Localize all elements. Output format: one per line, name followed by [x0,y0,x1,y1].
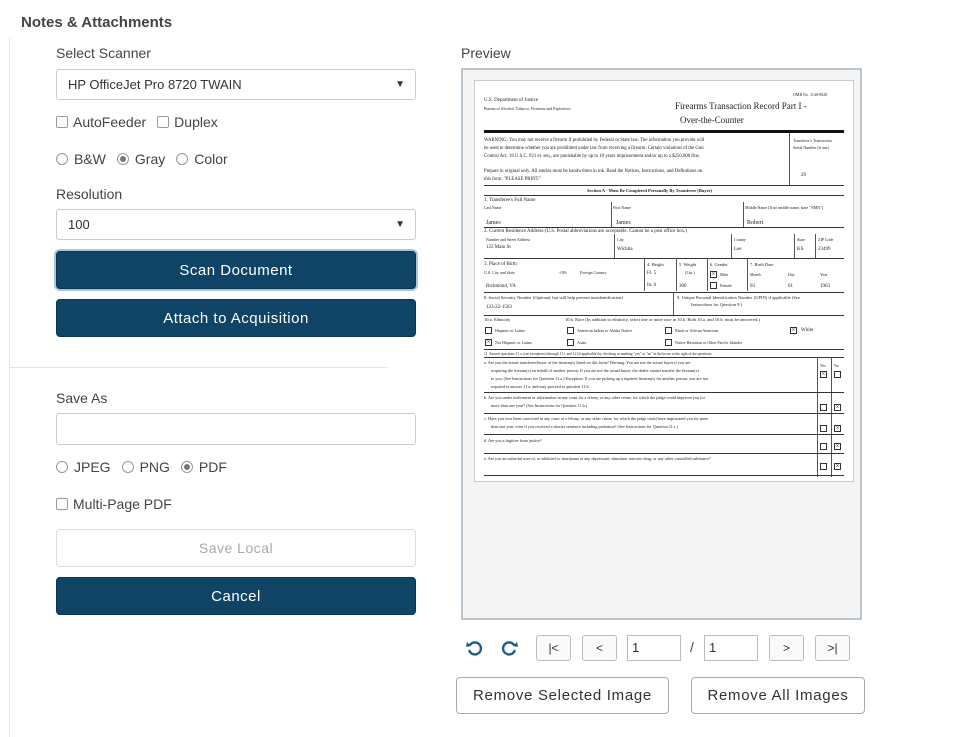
remove-selected-image-button[interactable]: Remove Selected Image [456,677,669,714]
color-option[interactable] [176,151,227,167]
doc-text: a. Are you the actual transferee/buyer of the firearm(s) listed on this form? Warning: You are not the actual buyer if you are [484,360,691,365]
attach-to-acquisition-button[interactable]: Attach to Acquisition [56,299,416,337]
doc-field: Ft. 5 [647,271,657,276]
doc-rule [644,258,645,291]
doc-text: Yes [820,363,826,368]
save-local-button[interactable]: Save Local [56,529,416,567]
gray-label: Gray [134,151,166,167]
scan-document-button[interactable]: Scan Document [56,251,416,289]
multipage-checkbox[interactable] [56,498,68,510]
doc-rule [789,133,790,185]
autofeeder-label: AutoFeeder [73,114,147,130]
pdf-radio[interactable] [181,461,193,473]
doc-rule [817,357,818,477]
color-mode-group [56,151,239,167]
doc-checkbox [567,339,574,346]
doc-rule [611,202,612,227]
doc-text: 6. Gender [710,262,728,267]
doc-text: be used to determine whether you are prohibited under law from receiving a firearm. Certain violations of the Gun [484,146,704,151]
doc-checkbox-checked: × [791,326,796,334]
duplex-option[interactable] [157,114,218,130]
doc-rule [484,349,844,350]
doc-text: Serial Number (if any) [793,145,830,150]
chevron-down-icon: ▼ [395,219,405,230]
preview-label: Preview [461,45,511,61]
gray-option[interactable] [117,151,165,167]
doc-rule [484,258,844,259]
jpeg-radio[interactable] [56,461,68,473]
scanner-select[interactable] [56,69,416,100]
jpeg-option[interactable] [56,459,111,475]
doc-checkbox [665,327,672,334]
doc-text: acquiring the firearm(s) on behalf of another person. If you are not the actual buyer, the dealer cannot transfer the firearm(s) [491,368,699,373]
doc-field: 1963 [820,284,830,289]
remove-all-images-button[interactable]: Remove All Images [691,677,865,714]
doc-rule [484,475,844,476]
doc-text: Hispanic or Latino [495,328,525,333]
doc-field: Wichita [617,247,633,252]
doc-text: Control Act, 18 U.S.C. 921 et. seq., are punishable by up to 10 years imprisonment and/or up to a $250,000 fine. [484,154,700,159]
doc-rule [484,292,844,293]
doc-field: 23499 [818,247,831,252]
doc-rule [731,234,732,258]
doc-checkbox [820,463,827,470]
doc-text: Asian [577,340,587,345]
resolution-select-value: 100 [68,217,90,232]
doc-field: In. 6 [647,283,657,288]
doc-field: 01 [788,284,793,289]
doc-rule [484,195,844,196]
scanner-select-value: HP OfficeJet Pro 8720 TWAIN [68,77,242,92]
doc-text: e. Are you an unlawful user of, or addicted to, marijuana or any depressant, stimulant, narcotic drug, or any other controlled substance? [484,456,711,461]
doc-text: U.S. Department of Justice [484,98,539,103]
doc-text: White [801,328,814,333]
doc-checkbox [820,425,827,432]
doc-field: 123-22-1563 [486,305,512,310]
bw-radio[interactable] [56,153,68,165]
doc-rule [484,413,844,414]
doc-text: 10.b. Race (In addition to ethnicity, select one or more race in 10.b. Both 10.a. and 10.b. must be answered.) [565,317,760,322]
doc-rule [676,258,677,291]
doc-text: Section A - Must Be Completed Personally By Transferee (Buyer) [587,188,713,193]
doc-text: -OR- [559,270,568,275]
png-option[interactable] [122,459,170,475]
doc-field: James [616,220,631,226]
section-divider [9,367,388,368]
doc-rule [484,227,844,228]
doc-rule [831,357,832,477]
doc-checkbox [820,443,827,450]
doc-text: 5. Weight [679,262,697,267]
multipage-label: Multi-Page PDF [73,496,172,512]
multipage-row [56,496,183,512]
page-separator: / [690,639,694,655]
doc-text: Year [820,272,828,277]
preview-document [474,80,854,482]
doc-text: d. Are you a fugitive from justice? [484,438,542,443]
doc-text: more than one year? (See Instructions for Question 11.b.) [491,403,588,408]
doc-checkbox-checked: × [821,370,826,378]
doc-rule [673,292,674,315]
doc-rule [747,258,748,291]
doc-field: 03 [750,284,755,289]
doc-text: 2. Current Residence Address (U.S. Postal abbreviations are acceptable. Cannot be a post office box.) [484,229,688,234]
doc-text: Bureau of Alcohol, Tobacco, Firearms and Explosives [484,106,571,111]
doc-text: c. Have you ever been convicted in any court of a felony, or any other crime, for which the judge could have imprisoned you for more [484,416,709,421]
doc-checkbox [567,327,574,334]
doc-rule [815,234,816,258]
doc-checkbox [834,371,841,378]
gray-radio[interactable] [117,153,129,165]
doc-text: Instructions for Question 9.) [691,302,742,307]
multipage-option[interactable] [56,496,172,512]
total-pages-input[interactable]: 1 [704,635,758,661]
doc-text: Month [750,272,761,277]
jpeg-label: JPEG [74,459,111,475]
doc-text: this form. "PLEASE PRINT." [484,177,542,182]
doc-checkbox [665,339,672,346]
doc-field: Richmond, VA [486,284,516,289]
doc-text: County [734,237,746,242]
doc-rule [484,315,844,316]
doc-text: Last Name [484,205,502,210]
doc-rule [743,202,744,227]
doc-text: State [797,237,805,242]
doc-text: 3. Place of Birth [484,262,517,267]
duplex-label: Duplex [174,114,218,130]
png-label: PNG [139,459,170,475]
doc-title: Firearms Transaction Record Part I - [675,101,807,111]
save-as-label: Save As [56,390,108,406]
doc-field: 123 Main St [486,245,511,250]
doc-rule [707,258,708,291]
doc-text: Male [720,272,729,277]
png-radio[interactable] [122,461,134,473]
first-page-button[interactable]: |< [536,635,571,661]
doc-field: James [486,220,501,226]
doc-text: Native Hawaiian or Other Pacific Islander [675,340,743,345]
doc-text: Day [788,272,795,277]
save-as-input[interactable] [56,413,416,445]
panel-left-border [9,38,10,737]
doc-rule [484,392,844,393]
doc-checkbox-checked: × [835,442,840,450]
doc-text: (Lbs.) [685,270,695,275]
doc-text: Number and Street Address [486,237,531,242]
doc-checkbox-checked: × [835,424,840,432]
duplex-checkbox[interactable] [157,116,169,128]
last-page-button[interactable]: >| [815,635,850,661]
doc-text: 1. Transferee's Full Name [484,198,536,203]
pdf-option[interactable] [181,459,227,475]
doc-text: Female [720,283,732,288]
panel-title: Notes & Attachments [21,14,173,31]
rotate-left-icon[interactable] [465,638,485,658]
doc-rule [484,453,844,454]
doc-text: 4. Height [647,262,664,267]
doc-checkbox-checked: × [835,403,840,411]
chevron-down-icon: ▼ [395,79,405,90]
resolution-label: Resolution [56,186,123,202]
doc-field: KS [797,247,804,252]
autofeeder-option[interactable] [56,114,146,130]
bw-option[interactable] [56,151,106,167]
doc-text: to you. (See Instructions for Question 11.a.) Exception: If you are picking up a repaired firearm(s) for another person, you are not [491,376,708,381]
pdf-label: PDF [198,459,227,475]
doc-text: Transferor's Transaction [793,138,832,143]
doc-checkbox [485,327,492,334]
prev-page-button[interactable]: < [582,635,617,661]
doc-rule [484,130,844,133]
doc-title: Over-the-Counter [680,115,744,125]
doc-text: 8. Social Security Number (Optional, but will help prevent misidentification) [484,295,623,300]
doc-text: Middle Name (If no middle name, state "NMN") [745,205,824,210]
doc-text: 29 [801,173,806,178]
color-radio[interactable] [176,153,188,165]
format-group [56,459,238,475]
scanner-label: Select Scanner [56,45,151,61]
doc-rule [484,185,844,186]
color-label: Color [194,151,228,167]
doc-field: Robert [747,220,764,226]
doc-text: 9. Unique Personal Identification Number (UPIN) if applicable (See [677,295,800,300]
doc-checkbox [820,404,827,411]
scanner-options [56,114,229,130]
current-page-input[interactable]: 1 [627,635,681,661]
doc-rule [484,357,844,358]
doc-text: Foreign Country [580,270,607,275]
doc-rule [614,234,615,258]
doc-rule [794,234,795,258]
doc-text: Black or African American [675,328,719,333]
doc-checkbox-checked: × [711,270,716,278]
bw-label: B&W [74,151,106,167]
doc-checkbox-checked: × [486,338,491,346]
next-page-button[interactable]: > [769,635,804,661]
doc-text: U.S. City and State [484,270,515,275]
doc-text: 10.a. Ethnicity [484,317,511,322]
doc-rule [484,434,844,435]
doc-field: 300 [679,284,687,289]
doc-text: No [834,363,839,368]
doc-text: WARNING: You may not receive a firearm if prohibited by Federal or State law. The information you provide will [484,138,705,143]
doc-text: ZIP Code [818,237,834,242]
doc-text: b. Are you under indictment or information in any court for a felony, or any other crime, for which the judge could imprison you for [484,395,706,400]
doc-checkbox-checked: × [835,462,840,470]
rotate-right-icon[interactable] [499,638,519,658]
doc-text: OMB No. 1140-0020 [793,92,828,97]
doc-text: than one year, even if you received a shorter sentence including probation? (See Instructions for Question 11.c.) [491,424,679,429]
doc-text: Not Hispanic or Latino [495,340,532,345]
doc-checkbox [710,282,717,289]
autofeeder-checkbox[interactable] [56,116,68,128]
resolution-select[interactable] [56,209,416,240]
doc-text: American Indian or Alaska Native [577,328,632,333]
preview-frame[interactable] [461,68,862,620]
doc-text: 11. Answer questions 11.a. (see exceptions) through 11.l. and 12 (if applicable) by checking or marking "yes" or "no" in the boxes to the right of the questions. [484,352,713,356]
doc-text: City [617,237,624,242]
doc-text: required to answer 11.a. and may proceed to question 11.b. [491,384,590,389]
doc-text: First Name [613,205,631,210]
doc-text: 7. Birth Date [750,262,774,267]
cancel-button[interactable]: Cancel [56,577,416,615]
doc-text: Prepare in original only. All entries must be handwritten in ink. Read the Notices, Instructions, and Definitions on [484,169,703,174]
doc-field: Lee [734,247,742,252]
